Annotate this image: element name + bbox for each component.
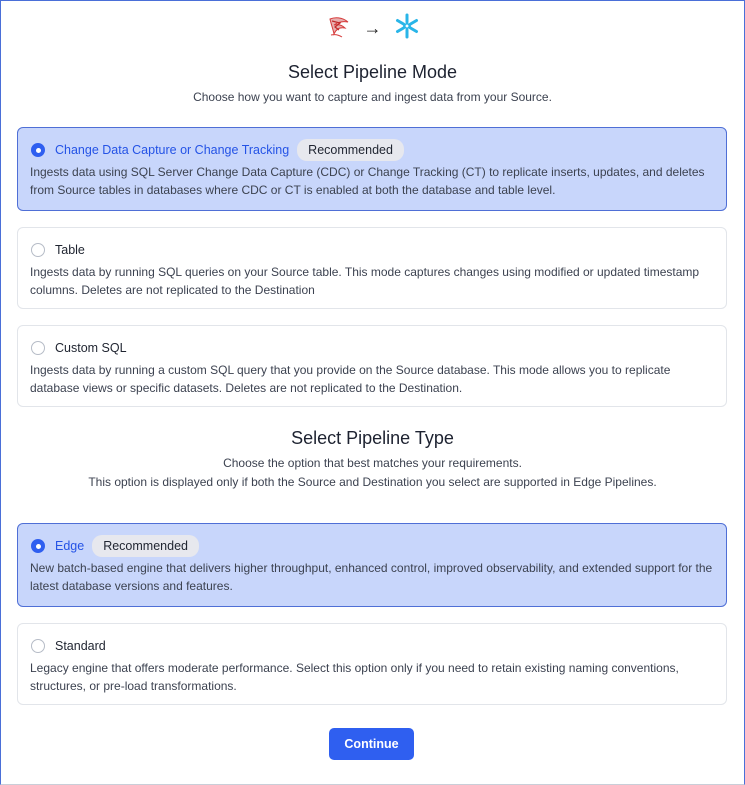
pipeline-mode-title: Select Pipeline Mode — [287, 62, 458, 82]
sql-server-logo-icon — [326, 13, 352, 44]
continue-button[interactable]: Continue — [329, 728, 414, 760]
snowflake-logo-icon — [394, 13, 420, 44]
pipeline-type-subtitle-1: Choose the option that best matches your requirements. — [223, 456, 522, 470]
type-option-description: New batch-based engine that delivers higher throughput, enhanced control, improved observability, and extended support for the latest database versions and features. — [30, 561, 713, 593]
recommended-badge: Recommended — [297, 139, 404, 161]
type-option-title: Edge — [55, 539, 85, 553]
mode-option-cdc-ct[interactable] — [17, 127, 727, 211]
connection-logos — [1, 13, 744, 43]
type-option-description: Legacy engine that offers moderate performance. Select this option only if you need to retain existing naming conventions, structures, or pre-load transformations. — [30, 661, 679, 693]
type-option-title: Standard — [55, 639, 106, 653]
mode-option-description: Ingests data by running SQL queries on your Source table. This mode captures changes using modified or updated timestamp columns. Deletes are not replicated to the Destination — [30, 265, 700, 297]
mode-option-description: Ingests data by running a custom SQL query that you provide on the Source database. This mode allows you to replicate database views or specific datasets. Deletes are not replicated to the Destination. — [30, 363, 671, 395]
pipeline-mode-subtitle: Choose how you want to capture and ingest data from your Source. — [193, 90, 552, 104]
mode-option-description: Ingests data using SQL Server Change Data Capture (CDC) or Change Tracking (CT) to replicate inserts, updates, and deletes from Source tables in databases where CDC or CT is enabled at both the database and table level. — [30, 165, 705, 197]
radio-cdc-ct[interactable] — [31, 143, 45, 157]
mode-option-table[interactable] — [17, 227, 727, 309]
pipeline-type-title: Select Pipeline Type — [291, 428, 454, 448]
mode-option-title: Change Data Capture or Change Tracking — [55, 143, 290, 157]
radio-edge[interactable] — [31, 539, 45, 553]
type-option-standard[interactable] — [17, 623, 727, 705]
type-option-edge[interactable] — [17, 523, 727, 607]
mode-option-title: Table — [55, 243, 85, 257]
recommended-badge: Recommended — [92, 535, 199, 557]
radio-custom-sql[interactable] — [31, 341, 45, 355]
pipeline-type-subtitle-2: This option is displayed only if both the Source and Destination you select are supported in Edge Pipelines. — [88, 475, 657, 489]
mode-option-custom-sql[interactable] — [17, 325, 727, 407]
radio-standard[interactable] — [31, 639, 45, 653]
radio-table[interactable] — [31, 243, 45, 257]
mode-option-title: Custom SQL — [55, 341, 127, 355]
arrow-right-icon: → — [363, 18, 382, 38]
